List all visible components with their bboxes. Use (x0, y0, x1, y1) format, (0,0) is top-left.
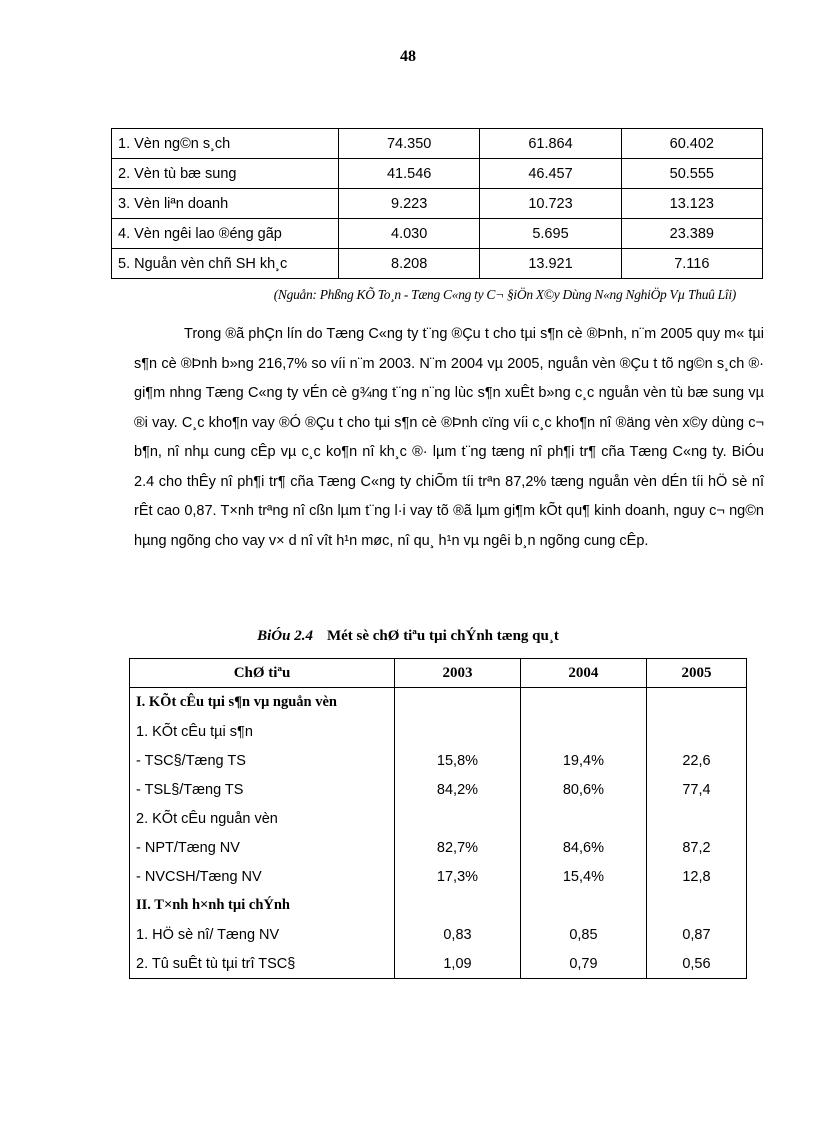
value-cell: 77,4 (646, 775, 746, 804)
section-heading: II. T×nh h×nh tµi chÝnh (130, 891, 395, 920)
table-row (130, 891, 747, 920)
caption-title: Mét sè chØ tiªu tµi chÝnh tæng qu¸t (326, 628, 559, 644)
value-cell: 82,7% (395, 833, 521, 862)
column-header: ChØ tiªu (130, 659, 395, 688)
table-row (112, 159, 763, 189)
table-row (130, 949, 747, 979)
value-cell: 87,2 (646, 833, 746, 862)
value-cell: 50.555 (621, 159, 762, 189)
column-header: 2004 (520, 659, 646, 688)
row-label: 3. Vèn liªn doanh (112, 189, 339, 219)
table-caption (0, 628, 816, 645)
row-label: 2. Vèn tù bæ sung (112, 159, 339, 189)
value-cell: 46.457 (480, 159, 621, 189)
value-cell: 60.402 (621, 129, 762, 159)
value-cell: 74.350 (339, 129, 480, 159)
value-cell (520, 804, 646, 833)
capital-source-table (111, 128, 763, 279)
row-label: 2. Tû suÊt tù tµi trî TSC§ (130, 949, 395, 979)
value-cell: 0,79 (520, 949, 646, 979)
value-cell: 84,6% (520, 833, 646, 862)
value-cell: 19,4% (520, 746, 646, 775)
value-cell: 12,8 (646, 862, 746, 891)
row-label: 1. Vèn ng©n s¸ch (112, 129, 339, 159)
header-row (130, 659, 747, 688)
value-cell: 61.864 (480, 129, 621, 159)
value-cell: 22,6 (646, 746, 746, 775)
column-header: 2005 (646, 659, 746, 688)
row-label: - NVCSH/Tæng NV (130, 862, 395, 891)
source-note: (Nguån: Phßng KÕ To¸n - Tæng C«ng ty C¬ §iÖn X©y Dùng N«ng NghiÖp Vµ Thuû Lîi) (273, 287, 736, 302)
value-cell (520, 891, 646, 920)
row-label: - TSL§/Tæng TS (130, 775, 395, 804)
table-row (112, 219, 763, 249)
value-cell (520, 717, 646, 746)
value-cell (395, 717, 521, 746)
value-cell: 17,3% (395, 862, 521, 891)
caption-label: BiÓu 2.4 (257, 628, 313, 644)
value-cell: 4.030 (339, 219, 480, 249)
value-cell: 0,87 (646, 920, 746, 949)
value-cell (646, 717, 746, 746)
table-row (130, 833, 747, 862)
row-label: 2. KÕt cÊu nguån vèn (130, 804, 395, 833)
row-label: 1. KÕt cÊu tµi s¶n (130, 717, 395, 746)
table-row (130, 746, 747, 775)
value-cell: 84,2% (395, 775, 521, 804)
value-cell (520, 688, 646, 718)
table-row (130, 804, 747, 833)
value-cell: 13.921 (480, 249, 621, 279)
row-label: - TSC§/Tæng TS (130, 746, 395, 775)
value-cell (395, 891, 521, 920)
value-cell: 10.723 (480, 189, 621, 219)
value-cell: 41.546 (339, 159, 480, 189)
value-cell (395, 688, 521, 718)
value-cell: 23.389 (621, 219, 762, 249)
body-paragraph: Trong ®ã phÇn lín do Tæng C«ng ty t¨ng ®Çu t cho tµi s¶n cè ®Þnh, n¨m 2005 quy m« tµi s¶n cè ®Þnh b»ng 216,7% so víi n¨m 2003. N¨m 2004 vµ 2005, nguån vèn ®Çu t tõ ng©n s¸ch ®· gi¶m nhng Tæng C«ng ty vÉn cè g¾ng t¨ng n¨ng lùc s¶n xuÊt b»ng c¸c nguån vèn tù bæ sung vµ ®i vay. C¸c kho¶n vay ®Ó ®Çu t cho tµi s¶n cè ®Þnh cïng víi c¸c kho¶n nî ®äng vèn x©y dùng c¬ b¶n, nî nhµ cung cÊp vµ c¸c ko¶n nî kh¸c ®· lµm t¨ng tæng nî ph¶i tr¶ cña Tæng C«ng ty. BiÓu 2.4 cho thÊy nî ph¶i tr¶ cña Tæng C«ng ty chiÕm tíi trªn 87,2% tæng nguån vèn dÉn tíi hÖ sè nî rÊt cao 0,87. T×nh trªng nî cßn lµm t¨ng l·i vay tõ ®ã lµm gi¶m kÕt qu¶ kinh doanh, nguy c¬ ng©n hµng ngõng cho vay v× d nî vît h¹n møc, nî qu¸ h¹n vµ ngêi b¸n ngõng cung cÊp. (134, 326, 764, 549)
table-row (130, 688, 747, 718)
section-heading: I. KÕt cÊu tµi s¶n vµ nguån vèn (130, 688, 395, 718)
value-cell: 1,09 (395, 949, 521, 979)
page-number: 48 (400, 48, 416, 65)
row-label: 4. Vèn ngêi lao ®éng gãp (112, 219, 339, 249)
financial-indicators-table (129, 658, 747, 979)
table-row (130, 775, 747, 804)
value-cell: 7.116 (621, 249, 762, 279)
value-cell: 0,85 (520, 920, 646, 949)
value-cell: 15,8% (395, 746, 521, 775)
table-row (130, 920, 747, 949)
value-cell: 13.123 (621, 189, 762, 219)
value-cell: 15,4% (520, 862, 646, 891)
value-cell: 9.223 (339, 189, 480, 219)
value-cell (646, 891, 746, 920)
value-cell (395, 804, 521, 833)
value-cell (646, 688, 746, 718)
table-row (112, 249, 763, 279)
row-label: - NPT/Tæng NV (130, 833, 395, 862)
value-cell: 80,6% (520, 775, 646, 804)
value-cell: 8.208 (339, 249, 480, 279)
value-cell (646, 804, 746, 833)
table-row (112, 189, 763, 219)
table-row (112, 129, 763, 159)
table-row (130, 717, 747, 746)
row-label: 5. Nguån vèn chñ SH kh¸c (112, 249, 339, 279)
row-label: 1. HÖ sè nî/ Tæng NV (130, 920, 395, 949)
value-cell: 0,56 (646, 949, 746, 979)
table-row (130, 862, 747, 891)
column-header: 2003 (395, 659, 521, 688)
value-cell: 0,83 (395, 920, 521, 949)
value-cell: 5.695 (480, 219, 621, 249)
